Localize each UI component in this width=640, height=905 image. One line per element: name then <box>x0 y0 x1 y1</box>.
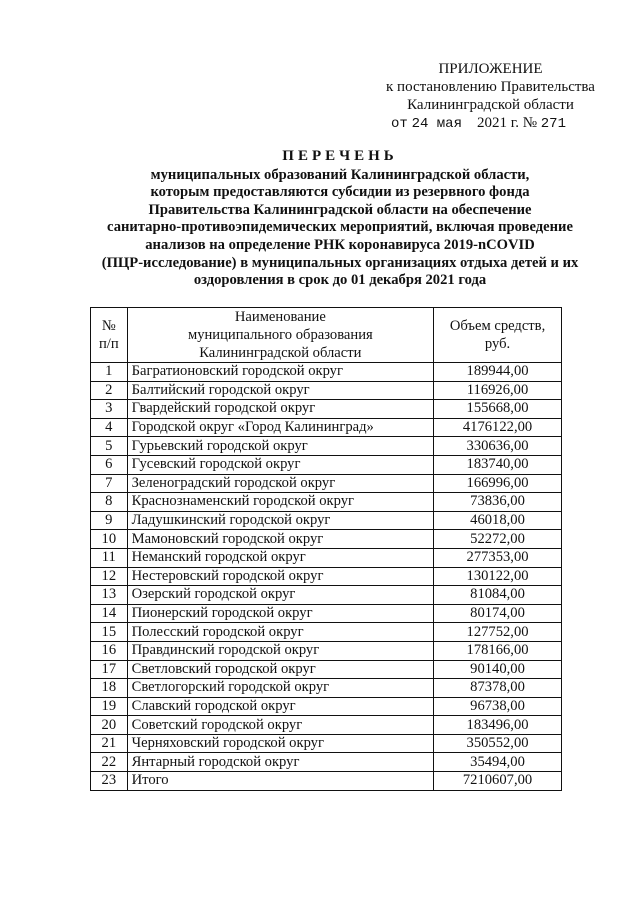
row-number: 8 <box>91 493 128 512</box>
table-row <box>91 381 562 400</box>
appendix-date-row <box>383 114 598 133</box>
row-amount: 87378,00 <box>434 679 562 698</box>
table-row <box>91 530 562 549</box>
date-prefix: от <box>391 116 408 132</box>
table-row <box>91 753 562 772</box>
row-number: 19 <box>91 697 128 716</box>
table-row <box>91 734 562 753</box>
appendix-line-2: Калининградской области <box>407 97 574 113</box>
date-handwritten: 24 мая <box>411 116 462 132</box>
table-row <box>91 772 562 791</box>
table-row <box>91 548 562 567</box>
appendix-block <box>383 60 598 133</box>
column-header-text: руб. <box>484 336 511 352</box>
header-line: муниципальных образований Калининградской области, <box>150 166 530 183</box>
row-amount: 178166,00 <box>434 641 562 660</box>
row-municipality-name: Светлогорский городской округ <box>127 679 433 698</box>
row-municipality-name: Краснознаменский городской округ <box>127 493 433 512</box>
row-municipality-name: Славский городской округ <box>127 697 433 716</box>
row-municipality-name: Полесский городской округ <box>127 623 433 642</box>
row-municipality-name: Гвардейский городской округ <box>127 400 433 419</box>
row-amount: 46018,00 <box>434 511 562 530</box>
row-number: 23 <box>91 772 128 791</box>
date-year: 2021 г. <box>476 115 519 131</box>
row-amount: 52272,00 <box>434 530 562 549</box>
table-row <box>91 400 562 419</box>
column-header-text: муниципального образования <box>187 327 373 343</box>
column-header-text: п/п <box>98 336 119 352</box>
row-amount: 73836,00 <box>434 493 562 512</box>
header-line: которым предоставляются субсидии из резервного фонда <box>150 184 530 201</box>
row-amount: 189944,00 <box>434 363 562 382</box>
row-municipality-name: Янтарный городской округ <box>127 753 433 772</box>
row-amount: 130122,00 <box>434 567 562 586</box>
row-number: 18 <box>91 679 128 698</box>
column-header-text: Калининградской области <box>199 345 362 361</box>
table-row <box>91 418 562 437</box>
header-line: (ПЦР-исследование) в муниципальных организациях отдыха детей и их <box>101 254 579 271</box>
table-row <box>91 511 562 530</box>
row-municipality-name: Итого <box>127 772 433 791</box>
table-row <box>91 455 562 474</box>
municipalities-table <box>90 307 562 791</box>
row-number: 20 <box>91 716 128 735</box>
row-municipality-name: Балтийский городской округ <box>127 381 433 400</box>
row-amount: 4176122,00 <box>434 418 562 437</box>
table-row <box>91 474 562 493</box>
row-municipality-name: Черняховский городской округ <box>127 734 433 753</box>
row-number: 13 <box>91 586 128 605</box>
table-row <box>91 660 562 679</box>
table-row <box>91 716 562 735</box>
document-title: ПЕРЕЧЕНЬ <box>282 148 398 164</box>
table-row <box>91 493 562 512</box>
row-municipality-name: Мамоновский городской округ <box>127 530 433 549</box>
row-municipality-name: Гусевский городской округ <box>127 455 433 474</box>
row-amount: 90140,00 <box>434 660 562 679</box>
row-municipality-name: Городской округ «Город Калининград» <box>127 418 433 437</box>
row-number: 4 <box>91 418 128 437</box>
column-header-number <box>91 308 128 363</box>
number-sign: № <box>522 115 538 131</box>
row-amount: 96738,00 <box>434 697 562 716</box>
row-number: 21 <box>91 734 128 753</box>
row-amount: 35494,00 <box>434 753 562 772</box>
row-municipality-name: Пионерский городской округ <box>127 604 433 623</box>
column-header-text: № <box>101 318 116 334</box>
row-amount: 350552,00 <box>434 734 562 753</box>
row-municipality-name: Нестеровский городской округ <box>127 567 433 586</box>
header-line: санитарно-противоэпидемических мероприятий, включая проведение <box>107 219 573 236</box>
row-amount: 81084,00 <box>434 586 562 605</box>
row-number: 9 <box>91 511 128 530</box>
column-header-text: Наименование <box>234 309 326 325</box>
table-row <box>91 567 562 586</box>
document-header <box>60 148 620 290</box>
table-row <box>91 604 562 623</box>
column-header-name <box>127 308 433 363</box>
header-line: Правительства Калининградской области на обеспечение <box>148 201 532 218</box>
header-line: оздоровления в срок до 01 декабря 2021 года <box>193 272 487 289</box>
row-amount: 80174,00 <box>434 604 562 623</box>
column-header-text: Объем средств, <box>449 318 546 334</box>
column-header-amount <box>434 308 562 363</box>
row-amount: 330636,00 <box>434 437 562 456</box>
table-row <box>91 437 562 456</box>
row-municipality-name: Озерский городской округ <box>127 586 433 605</box>
row-number: 12 <box>91 567 128 586</box>
row-municipality-name: Зеленоградский городской округ <box>127 474 433 493</box>
row-amount: 7210607,00 <box>434 772 562 791</box>
row-number: 7 <box>91 474 128 493</box>
row-number: 1 <box>91 363 128 382</box>
row-municipality-name: Советский городской округ <box>127 716 433 735</box>
row-amount: 277353,00 <box>434 548 562 567</box>
table-row <box>91 697 562 716</box>
header-line: анализов на определение РНК коронавируса 2019-nCOVID <box>145 236 535 253</box>
row-amount: 166996,00 <box>434 474 562 493</box>
row-amount: 127752,00 <box>434 623 562 642</box>
row-amount: 183496,00 <box>434 716 562 735</box>
row-amount: 155668,00 <box>434 400 562 419</box>
row-number: 16 <box>91 641 128 660</box>
row-municipality-name: Неманский городской округ <box>127 548 433 567</box>
row-number: 10 <box>91 530 128 549</box>
table-row <box>91 623 562 642</box>
row-municipality-name: Гурьевский городской округ <box>127 437 433 456</box>
row-number: 15 <box>91 623 128 642</box>
row-number: 5 <box>91 437 128 456</box>
row-municipality-name: Багратионовский городской округ <box>127 363 433 382</box>
table-row <box>91 586 562 605</box>
table-body <box>91 363 562 791</box>
row-amount: 183740,00 <box>434 455 562 474</box>
row-amount: 116926,00 <box>434 381 562 400</box>
row-municipality-name: Светловский городской округ <box>127 660 433 679</box>
appendix-title: ПРИЛОЖЕНИЕ <box>438 61 543 77</box>
row-number: 14 <box>91 604 128 623</box>
row-number: 2 <box>91 381 128 400</box>
row-municipality-name: Ладушкинский городской округ <box>127 511 433 530</box>
table-header-row <box>91 308 562 363</box>
table-row <box>91 363 562 382</box>
row-number: 17 <box>91 660 128 679</box>
table-row <box>91 641 562 660</box>
row-number: 11 <box>91 548 128 567</box>
table-row <box>91 679 562 698</box>
appendix-line-1: к постановлению Правительства <box>386 79 595 95</box>
row-number: 3 <box>91 400 128 419</box>
resolution-number: 271 <box>540 116 566 132</box>
row-number: 6 <box>91 455 128 474</box>
row-number: 22 <box>91 753 128 772</box>
row-municipality-name: Правдинский городской округ <box>127 641 433 660</box>
